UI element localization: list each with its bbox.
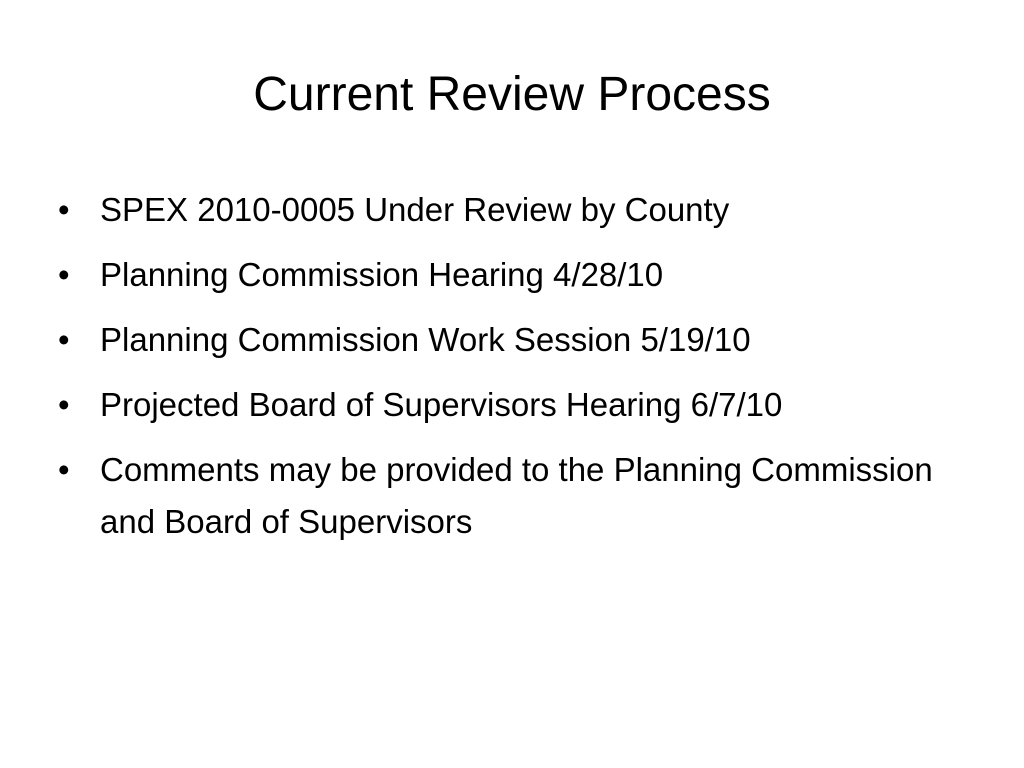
bullet-marker: • <box>58 321 70 358</box>
bullet-item <box>58 184 978 236</box>
slide-title: Current Review Process <box>253 68 771 121</box>
bullet-text: Projected Board of Supervisors Hearing 6/7/10 <box>100 386 783 423</box>
bullet-text: SPEX 2010-0005 Under Review by County <box>100 191 730 228</box>
bullet-marker: • <box>58 451 70 488</box>
bullet-item <box>58 249 978 301</box>
bullet-item <box>58 314 978 366</box>
bullet-item <box>58 379 978 431</box>
bullet-marker: • <box>58 256 70 293</box>
bullet-marker: • <box>58 191 70 228</box>
bullet-text: Planning Commission Hearing 4/28/10 <box>100 256 664 293</box>
bullet-item <box>58 444 978 548</box>
bullet-text: Planning Commission Work Session 5/19/10 <box>100 321 751 358</box>
bullet-text: Comments may be provided to the Planning Commission and Board of Supervisors <box>100 451 933 540</box>
bullet-marker: • <box>58 386 70 423</box>
bullet-list <box>58 184 978 561</box>
